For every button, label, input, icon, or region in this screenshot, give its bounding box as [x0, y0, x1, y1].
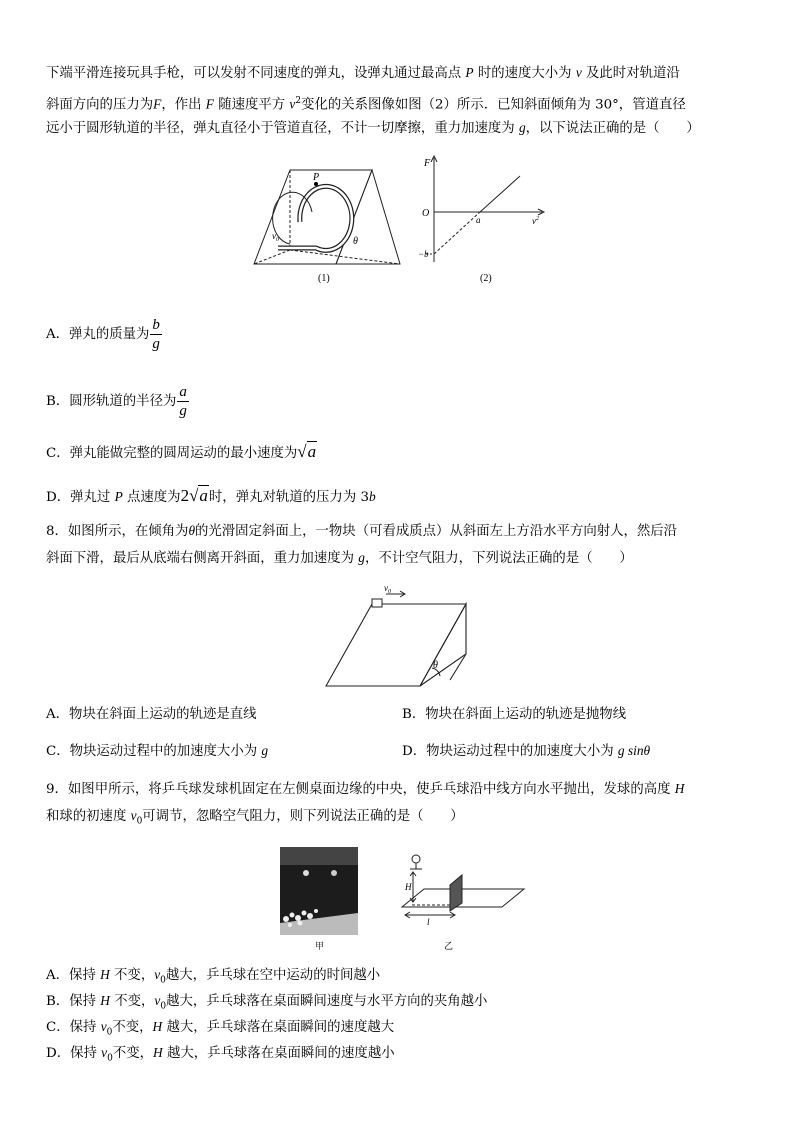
- coefficient: 2: [180, 486, 190, 505]
- var-H: H: [674, 781, 685, 796]
- text: D．弹丸过: [46, 490, 115, 505]
- text: C．弹丸能做完整的圆周运动的最小速度为: [46, 446, 298, 461]
- block: [372, 599, 382, 607]
- label-O: O: [422, 208, 430, 219]
- circular-track: [273, 186, 352, 250]
- label-H: H: [405, 882, 412, 892]
- label-neg-b: −b: [418, 249, 429, 259]
- text: ，不计空气阻力，下列说法正确的是（ ）: [364, 551, 633, 566]
- caption-yi: 乙: [444, 942, 454, 952]
- var-g: g: [261, 743, 269, 758]
- var-theta: θ: [643, 743, 651, 758]
- superscript: 2: [295, 96, 302, 106]
- var-v: v: [575, 65, 582, 80]
- var-g: g: [358, 550, 365, 565]
- var-v: v: [130, 808, 137, 823]
- denominator: g: [179, 403, 187, 419]
- denominator: g: [152, 336, 160, 352]
- var-F: F: [205, 96, 214, 112]
- incline-side: [420, 604, 466, 686]
- photo-jia: [280, 847, 358, 935]
- text: D．物块运动过程中的加速度大小为: [402, 744, 618, 759]
- text: 和球的初速度: [46, 809, 131, 824]
- var-P: P: [114, 489, 123, 504]
- label-l: l: [427, 917, 430, 927]
- text: B．圆形轨道的半径为: [46, 394, 177, 409]
- text: 斜面下滑，最后从底端右侧离开斜面，重力加速度为: [46, 551, 359, 566]
- q8-option-C: [46, 740, 268, 763]
- text: ，作出: [161, 97, 206, 113]
- label-F: F: [424, 158, 431, 169]
- q7-stem-line-2: [46, 90, 686, 116]
- incline-face: [326, 604, 466, 686]
- text: 9．如图甲所示，将乒乓球发球机固定在左侧桌面边缘的中央，使乒乓球沿中线方向水平抛出，发球的高度: [46, 782, 675, 797]
- q7-option-B: [46, 383, 189, 420]
- subscript: 0: [136, 816, 143, 827]
- text: 时的速度大小为: [473, 66, 576, 81]
- q7-stem-line-1: [46, 62, 680, 85]
- fraction-b-over-g: [150, 316, 162, 353]
- q9-option-A: A．保持 H 不变，$v_0$越大，乒乓球在空中运动的时间越小: [46, 967, 381, 986]
- numerator: a: [179, 384, 187, 400]
- var-F: F: [153, 96, 162, 112]
- f-line: [480, 176, 520, 212]
- var-v: v: [289, 96, 296, 112]
- var-P: P: [465, 65, 474, 80]
- q8-figure: [320, 580, 480, 692]
- q8-option-D: [402, 740, 650, 763]
- text: 远小于圆形轨道的半径，弹丸直径小于管道直径，不计一切摩擦，重力加速度为: [46, 121, 519, 136]
- q9-figure-svg: [276, 845, 528, 955]
- radicand: a: [307, 442, 317, 461]
- q7-option-D: [46, 485, 376, 509]
- q9-figure: [276, 845, 528, 955]
- q9-option-D: D．保持 $v_0$不变，H 越大，乒乓球落在桌面瞬间的速度越小: [46, 1045, 395, 1064]
- text: 的光滑固定斜面上，一物块（可看成质点）从斜面左上方沿水平方向射人，然后沿: [195, 524, 678, 539]
- label-v0: $v_0$: [272, 231, 279, 243]
- q8-stem-line-1: [46, 520, 677, 543]
- net: [450, 875, 462, 911]
- table-top: [402, 889, 524, 907]
- caption-jia: 甲: [315, 942, 325, 952]
- var-b: b: [369, 489, 376, 504]
- label-v2: $v^2$: [532, 216, 539, 226]
- q9-option-B: B．保持 H 不变，$v_0$越大，乒乓球落在桌面瞬间速度与水平方向的夹角越小: [46, 993, 488, 1012]
- text: 斜面方向的压力为: [46, 97, 154, 113]
- incline-side: [336, 170, 400, 264]
- dashed-extension: [434, 212, 480, 254]
- numerator: b: [152, 317, 160, 333]
- q7-stem-line-3: [46, 117, 700, 140]
- sqrt-a: √a: [297, 442, 317, 461]
- text: 可调节，忽略空气阻力，则下列说法正确的是（ ）: [142, 809, 464, 824]
- label-P: P: [313, 172, 320, 183]
- q9-stem-line-2: [46, 805, 464, 833]
- q9-option-C: C．保持 $v_0$不变，H 越大，乒乓球落在桌面瞬间的速度越大: [46, 1019, 395, 1038]
- q7-figure-svg: [250, 152, 550, 287]
- fraction-a-over-g: [177, 383, 189, 420]
- text: 点速度为: [122, 490, 181, 505]
- expr-2sqrt-a: 2√a: [180, 486, 208, 505]
- q8-figure-svg: [320, 580, 480, 692]
- q8-stem-line-2: [46, 547, 633, 570]
- q9-stem-line-1: [46, 778, 684, 801]
- label-theta: θ: [433, 660, 438, 671]
- q8-incline: [326, 604, 466, 686]
- label-a: a: [476, 215, 481, 225]
- expr-gsin: g sin: [617, 743, 644, 758]
- text: 变化的关系图像如图（2）所示．已知斜面倾角为 30°，管道直径: [301, 97, 686, 113]
- text: ，以下说法正确的是（ ）: [525, 121, 700, 136]
- text: 随速度平方: [213, 97, 290, 113]
- q7-figure: [250, 152, 550, 287]
- q8-option-B: B．物块在斜面上运动的轨迹是抛物线: [402, 707, 627, 722]
- f-v2-graph: [426, 156, 544, 262]
- q8-option-A: A．物块在斜面上运动的轨迹是直线: [46, 707, 257, 722]
- q7-option-C: [46, 441, 317, 465]
- text: 时，弹丸对轨道的压力为 3: [208, 490, 369, 505]
- text: 8．如图所示，在倾角为: [46, 524, 189, 539]
- var-g: g: [518, 120, 526, 135]
- label-theta: θ: [353, 236, 358, 247]
- ball: [412, 855, 420, 863]
- text: C．物块运动过程中的加速度大小为: [46, 744, 262, 759]
- caption-1: (1): [318, 273, 330, 284]
- q7-option-A: [46, 316, 162, 353]
- diagram-yi: [402, 855, 524, 918]
- label-v0: $v_0$: [384, 583, 391, 595]
- var-theta: θ: [188, 523, 196, 538]
- radicand: a: [199, 486, 208, 505]
- text: 下端平滑连接玩具手枪，可以发射不同速度的弹丸，设弹丸通过最高点: [46, 66, 466, 81]
- text: A．弹丸的质量为: [46, 327, 150, 342]
- caption-2: (2): [480, 273, 492, 284]
- text: 及此时对轨道沿: [581, 66, 680, 81]
